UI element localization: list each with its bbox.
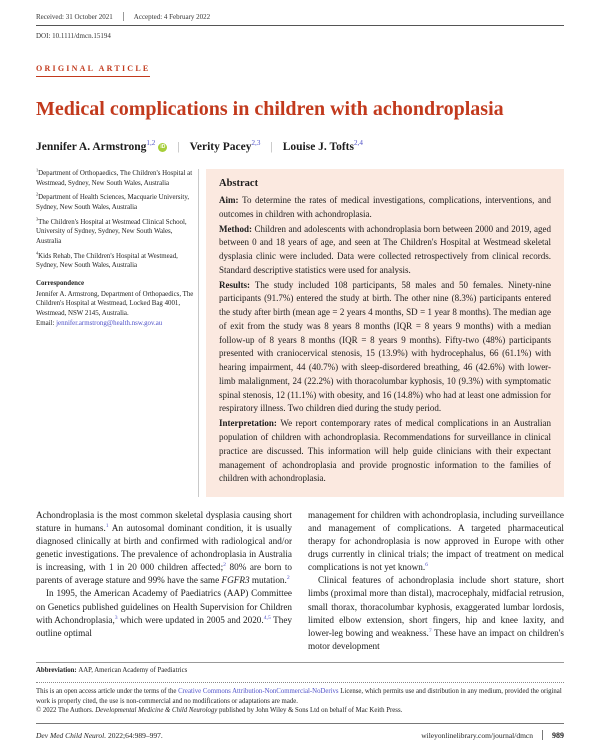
author-name: Jennifer A. Armstrong [36,141,147,153]
footer-rule [36,723,564,724]
page-title: Medical complications in children with achondroplasia [36,98,504,120]
right-paragraphs [308,509,564,653]
abstract-heading: Abstract [219,178,259,189]
abstract-section-label: Aim: [219,195,243,205]
author-separator: | [177,141,180,153]
abstract-section-label: Interpretation: [219,418,281,429]
abbreviation-label: Abbreviation: [36,666,79,674]
reference-superscript: 2 [286,575,290,582]
received-accepted-row [36,12,564,26]
email-link[interactable]: jennifer.armstrong@health.nsw.gov.au [56,319,163,327]
footer-right [421,730,564,740]
open-access-pre: This is an open access article under the terms of the [36,687,179,695]
open-access-post: License, which permits use and distribution in any medium, provided the original work is properly cited, the use is non-commercial and no modifications or adaptations are made. [36,687,562,705]
abstract-section: Interpretation: We report contemporary rates of medical complications in an Australian population of children with achondroplasia. Recommendations for surveillance in clinical practice are discussed. This information will help guide clinicians with their expectant management of achondroplasia and provide prognostic information to the families of children with achondroplasia. [219,418,551,484]
page-number-divider [542,730,543,740]
abbreviation-text: AAP, American Academy of Paediatrics [78,666,188,674]
accepted-date: Accepted: 4 February 2022 [133,12,211,21]
received-date: Received: 31 October 2021 [36,12,113,21]
author [283,141,363,153]
reference-superscript: 1 [105,523,109,530]
author-affiliation-superscript: 2,3 [251,139,261,148]
article-type-badge: ORIGINAL ARTICLE [36,58,564,77]
author-affiliation-superscript: 2,4 [353,139,363,148]
footer [36,730,564,740]
correspondence-heading: Correspondence [36,279,85,287]
abstract-section: Method: Children and adolescents with achondroplasia born between 2000 and 2019, aged between 0 and 18 years of age, and seen at The Children's Hospital at Westmead skeletal dysplasia clinic were included. Data were collected retrospectively from clinical records. Standard descriptive statistics were used for analysis. [219,223,551,275]
affiliation: $^1$Department of Orthopaedics, The Children's Hospital at Westmead, Sydney, New South Wales, Australia [36,167,193,187]
correspondence-email-line [36,319,194,329]
body-columns [36,509,564,653]
affiliation: $^4$Kids Rehab, The Children's Hospital at Westmead, Sydney, New South Wales, Australia [36,250,178,270]
author-name: Louise J. Tofts [282,141,354,153]
column-divider [198,169,199,497]
open-access-note [36,687,564,717]
body-paragraph: management for children with achondroplasia, including surveillance and management of complications. A targeted pharmaceutical therapy for achondroplasia is now approved in Europe with other drugs currently in clinical trials; the impact of treatment on medical complications is not yet known.$^6$ [308,510,564,573]
abbreviation-note [36,667,564,674]
citation-journal: Dev Med Child Neurol. [36,730,107,740]
reference-superscript: 2 [223,562,227,569]
orcid-icon[interactable]: iD [160,144,166,150]
author-list [36,141,564,153]
doi: DOI: 10.1111/dmcn.15194 [36,32,111,40]
abstract-box [206,169,564,497]
abstract-section-label: Results: [219,279,255,290]
reference-superscript: 3 [114,614,118,621]
reference-superscript: 7 [428,627,432,634]
email-label: Email: [36,319,57,327]
meta-divider [123,12,124,21]
affiliation-list [36,169,194,271]
abstract-sections [219,194,551,486]
copyright-pre: © 2022 The Authors. [36,707,96,715]
author [190,141,261,153]
journal-website: wileyonlinelibrary.com/journal/dmcn [421,730,533,740]
author-name: Verity Pacey [189,141,252,153]
reference-superscript: 4,5 [263,614,271,621]
sidebar [36,169,194,497]
author [36,141,167,153]
page-number: 989 [552,730,564,740]
affiliation: $^3$The Children's Hospital at Westmead Clinical School, University of Sydney, Sydney, New South Wales, Australia [36,216,187,245]
abstract-section-label: Method: [219,223,255,234]
author-separator: | [270,141,273,153]
license-link[interactable]: Creative Commons Attribution-NonCommercial-NoDerivs [178,687,339,695]
abstract-section: Results: The study included 108 participants, 58 males and 50 females. Ninety-nine participants (91.7%) entered the study at birth. The other nine (8.3%) participants entered the study after birth (mean age = 2 years 4 months, SD = 1 year 8 months). The median age of exit from the study was 8 years 8 months (IQR = 8 years 9 months) with a median follow-up of 8 years 8 months (IQR = 8 years 9 months). Fifty-two (48%) participants presented with craniocervical stenosis, 15 (13.9%) with hydrocephalus, 66 (61.1%) with hearing impairment, 44 (40.7%) with sleep-disordered breathing, 46 (42.6%) with lower-limb malalignment, 24 (22.2%) with thoracolumbar kyphosis, 10 (9.3%) with symptomatic spinal stenosis, 12 (11.1%) with obesity, and 16 (14.8%) who had at least one admission for respiratory illness. Two children died during the study period. [219,279,551,414]
citation [36,731,163,740]
abstract-section: Aim: To determine the rates of medical investigations, complications, interventions, and outcomes in children with achondroplasia. [219,195,551,219]
citation-rest: 2022;64:989–997. [106,730,163,740]
author-affiliation-superscript: 1,2 [146,139,156,148]
dotted-separator [36,682,564,683]
affiliation: $^2$Department of Health Sciences, Macquarie University, Sydney, New South Wales, Australia [36,192,190,211]
header-columns [36,169,564,497]
body-paragraph: Clinical features of achondroplasia include short stature, short limbs (proximal more than distal), macrocephaly, midfacial retrusion, small thorax, thoracolumbar kyphosis, exaggerated lumbar lordosis, limited elbow extension, short fingers, hip and knee laxity, and lower-leg bowing and weakness.$^7$ These have an impact on children's motor development [308,575,564,651]
left-paragraphs [36,509,292,653]
copyright-journal: Developmental Medicine & Child Neurology [95,707,218,715]
body-paragraph: Achondroplasia is the most common skeletal dysplasia causing short stature in humans.$^1$ An autosomal dominant condition, it is usually diagnosed clinically at birth and confirmed with radiological and/or genetic investigations. The prevalence of achondroplasia in Australia is increasing, with 1 in 20 000 children affected;$^2$ 80% are born to parents of average stature and 99% have the same FGFR3 mutation.$^2$ [36,510,292,586]
copyright-post: published by John Wiley & Sons Ltd on behalf of Mac Keith Press. [217,707,403,715]
correspondence-text: Jennifer A. Armstrong, Department of Orthopaedics, The Children's Hospital at Westmead, Locked Bag 4001, Westmead, NSW 2145, Australia. [36,290,194,317]
reference-superscript: 6 [425,562,428,569]
body-paragraph: In 1995, the American Academy of Paediatrics (AAP) Committee on Genetics published guidelines on Health Supervision for Children with Achondroplasia,$^3$ which were updated in 2005 and 2020.$^{4,5}$ They outline optimal [36,588,292,638]
abbreviation-rule [36,662,564,663]
